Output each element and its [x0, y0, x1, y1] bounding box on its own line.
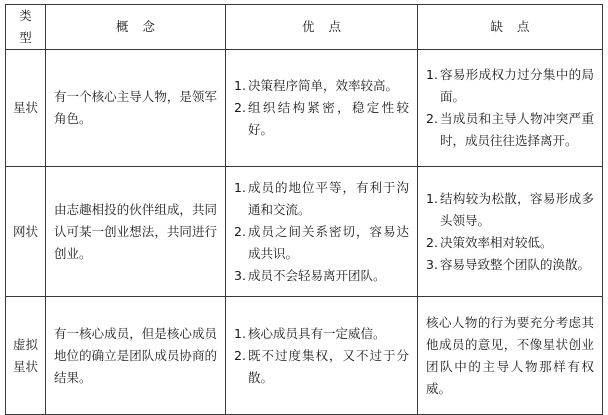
table-row-network [6, 167, 603, 297]
advantages-cell [226, 50, 418, 167]
advantages-list [234, 75, 409, 141]
type-line: 虚拟 [12, 336, 38, 352]
disadvantages-cell [418, 167, 603, 297]
table-row-virtual-star [6, 297, 603, 415]
disadvantages-cell [418, 50, 603, 167]
header-type: 类型 [6, 5, 46, 50]
type-cell: 网状 [6, 167, 46, 297]
header-disadvantages: 缺点 [418, 5, 603, 50]
list-item: 2. 成员之间关系密切，容易达成共识。 [234, 223, 409, 261]
comparison-table [5, 4, 603, 415]
concept-cell: 有一核心成员，但是核心成员地位的确立是团队成员协商的结果。 [46, 297, 226, 415]
header-advantages: 优点 [226, 5, 418, 50]
type-cell: 星状 [6, 50, 46, 167]
advantages-list [234, 323, 409, 389]
list-item: 1. 容易形成权力过分集中的局面。 [426, 67, 594, 104]
type-cell [6, 297, 46, 415]
type-line: 星状 [12, 358, 38, 374]
advantages-list [234, 177, 409, 287]
list-item: 2. 决策效率相对较低。 [426, 234, 553, 250]
advantages-cell [226, 167, 418, 297]
disadvantages-list [426, 188, 594, 276]
disadvantages-list [426, 64, 594, 152]
list-item: 3. 成员不会轻易离开团队。 [234, 267, 386, 283]
disadvantages-cell: 核心人物的行为要充分考虑其他成员的意见，不像星状创业团队中的主导人物那样有权威。 [418, 297, 603, 415]
advantages-cell [226, 297, 418, 415]
table-header [6, 5, 603, 50]
header-row [6, 5, 603, 50]
concept-cell: 由志趣相投的伙伴组成，共同认可某一创业想法，共同进行创业。 [46, 167, 226, 297]
list-item: 2. 组织结构紧密，稳定性较好。 [234, 100, 409, 137]
list-item: 1. 决策程序简单，效率较高。 [234, 78, 399, 93]
list-item: 3. 容易导致整个团队的涣散。 [426, 256, 591, 272]
concept-cell: 有一个核心主导人物，是领军角色。 [46, 50, 226, 167]
list-item: 2. 既不过度集权，又不过于分散。 [234, 347, 409, 385]
table-row-star [6, 50, 603, 167]
list-item: 1. 成员的地位平等，有利于沟通和交流。 [234, 179, 409, 217]
list-item: 1. 核心成员具有一定威信。 [234, 325, 386, 341]
list-item: 2. 当成员和主导人物冲突严重时，成员往往选择离开。 [426, 111, 594, 148]
header-concept: 概念 [46, 5, 226, 50]
list-item: 1. 结构较为松散，容易形成多头领导。 [426, 190, 594, 228]
